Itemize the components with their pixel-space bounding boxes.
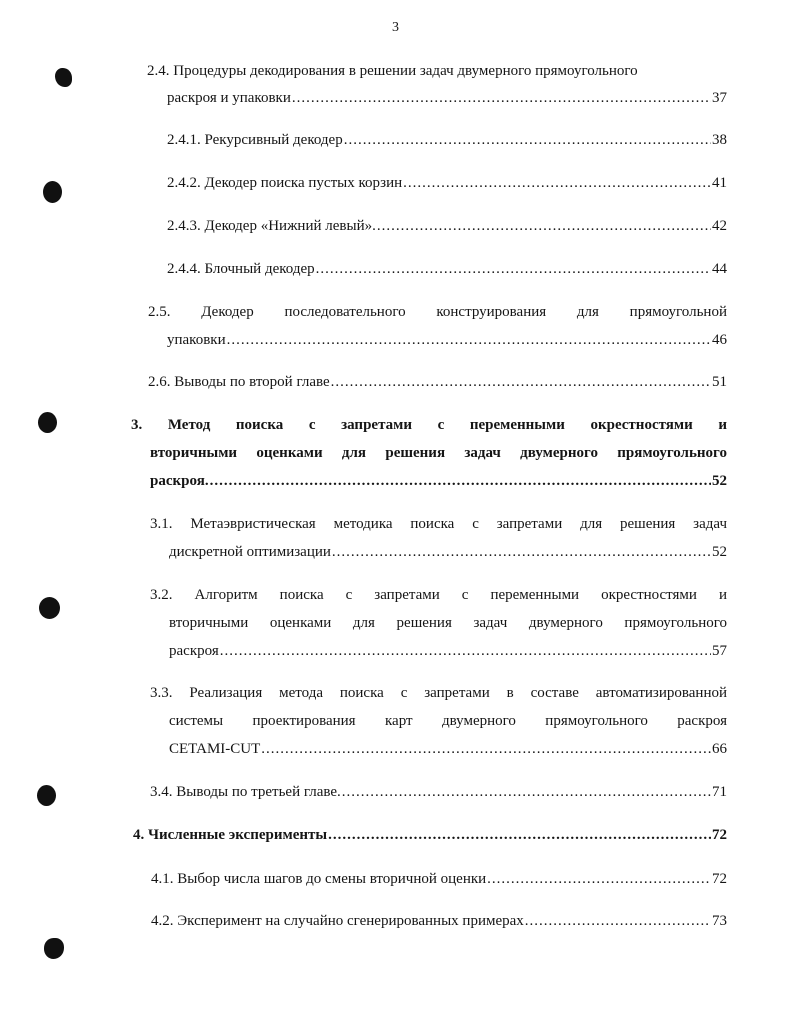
toc-chapter-3[interactable] <box>150 471 727 491</box>
toc-entry-2-4-3[interactable] <box>167 216 727 236</box>
punch-hole-mark <box>55 68 72 87</box>
toc-entry-2-4-2[interactable] <box>167 173 727 193</box>
toc-entry-3-1[interactable] <box>169 542 727 562</box>
dot-leader <box>342 782 711 802</box>
toc-page-number: 51 <box>712 374 727 390</box>
toc-entry-title: 2.4.3. Декодер «Нижний левый». <box>167 218 376 234</box>
toc-entry-title: 4.2. Эксперимент на случайно сгенерированных примерах <box>151 913 524 929</box>
toc-page-number: 52 <box>712 544 727 560</box>
punch-hole-mark <box>44 938 64 959</box>
toc-entry-4-1[interactable] <box>151 869 727 889</box>
toc-entry-2-6[interactable] <box>148 372 727 392</box>
toc-entry-2-5-line-1: 2.5. Декодер последовательного конструирования для прямоугольной <box>148 304 727 320</box>
dot-leader <box>316 259 711 279</box>
dot-leader <box>377 216 711 236</box>
toc-page-number: 71 <box>712 784 727 800</box>
toc-page-number: 42 <box>712 218 727 234</box>
toc-chapter-3-line-2: вторичными оценками для решения задач двумерного прямоугольного <box>150 445 727 461</box>
dot-leader <box>227 330 711 350</box>
dot-leader <box>292 88 711 108</box>
page-number: 3 <box>392 20 399 35</box>
toc-page-number: 52 <box>712 473 727 489</box>
toc-page-number: 46 <box>712 332 727 348</box>
toc-chapter-4[interactable] <box>133 825 727 845</box>
toc-entry-title: 3.4. Выводы по третьей главе. <box>150 784 341 800</box>
toc-entry-title: 2.4.1. Рекурсивный декодер <box>167 132 343 148</box>
dot-leader <box>487 869 711 889</box>
dot-leader <box>344 130 711 150</box>
toc-entry-3-3-line-2: системы проектирования карт двумерного прямоугольного раскроя <box>169 713 727 729</box>
toc-entry-2-4-line-1: 2.4. Процедуры декодирования в решении задач двумерного прямоугольного <box>147 63 638 79</box>
toc-entry-title: 4. Численные эксперименты <box>133 827 328 843</box>
toc-entry-4-2[interactable] <box>151 911 727 931</box>
toc-entry-3-2[interactable] <box>169 641 727 661</box>
toc-page-number: 38 <box>712 132 727 148</box>
toc-page-number: 44 <box>712 261 727 277</box>
toc-page-number: 66 <box>712 741 727 757</box>
toc-page-number: 41 <box>712 175 727 191</box>
toc-entry-title: раскроя <box>169 643 219 659</box>
punch-hole-mark <box>43 181 62 203</box>
toc-entry-title: CETAMI-CUT <box>169 741 261 757</box>
toc-entry-2-4-4[interactable] <box>167 259 727 279</box>
toc-entry-3-1-line-1: 3.1. Метаэвристическая методика поиска с запретами для решения задач <box>150 516 727 532</box>
punch-hole-mark <box>38 412 57 433</box>
toc-entry-title: раскроя. <box>150 473 209 489</box>
toc-entry-3-3[interactable] <box>169 739 727 759</box>
toc-entry-2-4[interactable] <box>167 88 727 108</box>
toc-entry-title: 2.4.2. Декодер поиска пустых корзин <box>167 175 403 191</box>
toc-page-number: 57 <box>712 643 727 659</box>
toc-page-number: 37 <box>712 90 727 106</box>
toc-entry-3-3-line-1: 3.3. Реализация метода поиска с запретами в составе автоматизированной <box>150 685 727 701</box>
dot-leader <box>328 825 711 845</box>
toc-page-number: 73 <box>712 913 727 929</box>
dot-leader <box>261 739 711 759</box>
toc-entry-title: 2.4.4. Блочный декодер <box>167 261 315 277</box>
toc-page-number: 72 <box>712 871 727 887</box>
toc-entry-2-5[interactable] <box>167 330 727 350</box>
dot-leader <box>403 173 711 193</box>
toc-entry-title: 2.6. Выводы по второй главе <box>148 374 330 390</box>
dot-leader <box>525 911 711 931</box>
toc-page-number: 72 <box>712 827 727 843</box>
dot-leader <box>210 471 711 491</box>
punch-hole-mark <box>39 597 60 619</box>
toc-entry-title: 4.1. Выбор числа шагов до смены вторичной оценки <box>151 871 487 887</box>
toc-entry-3-2-line-1: 3.2. Алгоритм поиска с запретами с переменными окрестностями и <box>150 587 727 603</box>
dot-leader <box>331 372 711 392</box>
toc-chapter-3-line-1: 3. Метод поиска с запретами с переменными окрестностями и <box>131 417 727 433</box>
toc-entry-title: дискретной оптимизации <box>169 544 331 560</box>
toc-entry-2-4-1[interactable] <box>167 130 727 150</box>
dot-leader <box>332 542 711 562</box>
toc-entry-3-2-line-2: вторичными оценками для решения задач двумерного прямоугольного <box>169 615 727 631</box>
dot-leader <box>220 641 711 661</box>
toc-entry-3-4[interactable] <box>150 782 727 802</box>
toc-entry-title: раскроя и упаковки <box>167 90 291 106</box>
toc-entry-title: упаковки <box>167 332 226 348</box>
punch-hole-mark <box>37 785 56 806</box>
